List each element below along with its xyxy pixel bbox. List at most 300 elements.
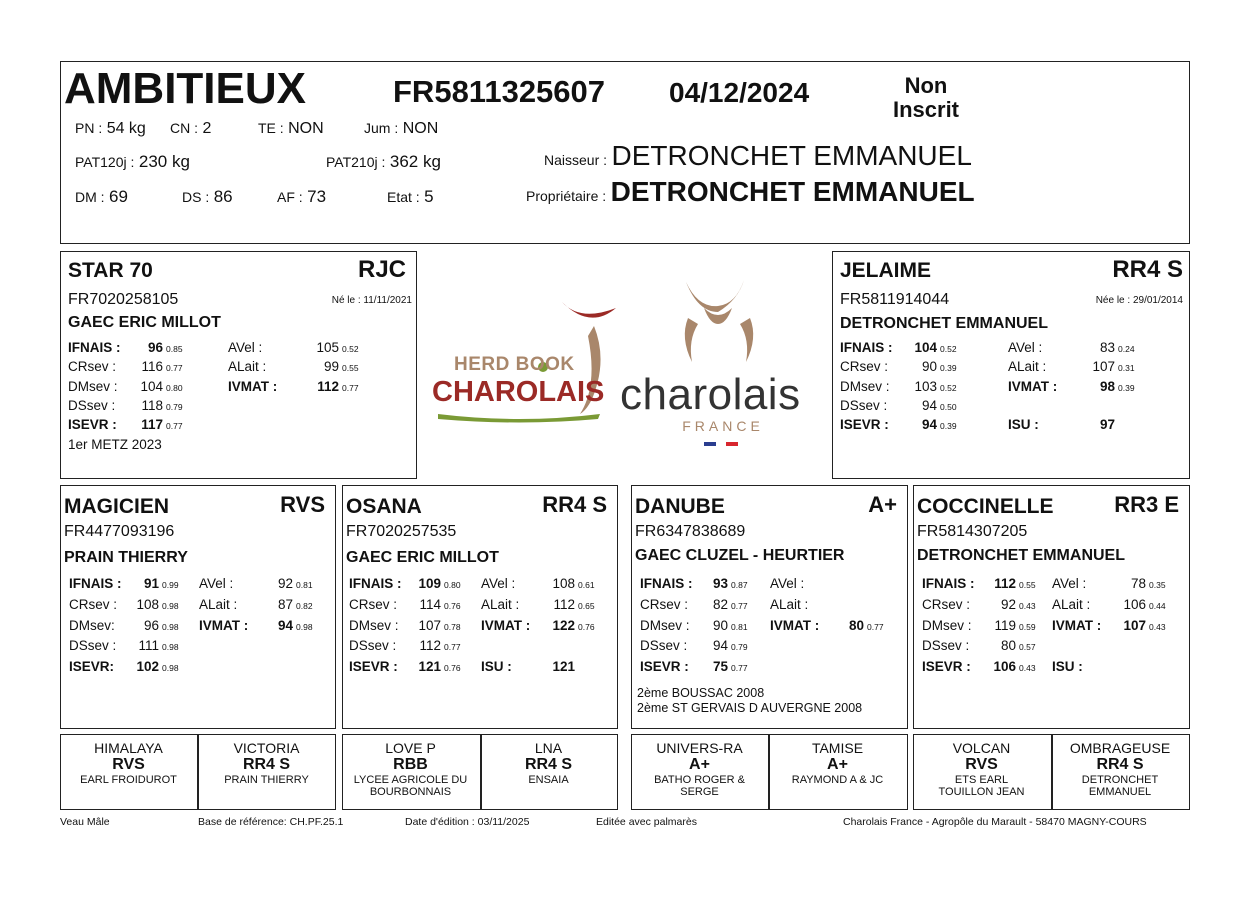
index-label: DSsev : [640, 638, 688, 654]
index-label: DMsev : [840, 378, 890, 394]
index-row [1052, 597, 1166, 612]
index-value: 107 [1092, 359, 1115, 375]
index-label: ALait : [1052, 596, 1091, 612]
index-label: ISU : [1008, 417, 1039, 433]
index-reliability: 0.81 [296, 580, 313, 590]
index-value: 107 [418, 617, 441, 633]
index-label: DMsev : [349, 617, 399, 633]
index-value: 90 [712, 617, 728, 633]
proprietaire-field [526, 176, 975, 208]
index-label: IVMAT : [481, 617, 531, 633]
index-row [840, 359, 957, 374]
index-label: IFNAIS : [69, 576, 122, 591]
index-label: IVMAT : [199, 617, 249, 633]
index-row [1008, 340, 1135, 355]
te-value: NON [288, 120, 324, 137]
index-label: AVel : [228, 340, 263, 355]
index-row [349, 659, 461, 674]
proprietaire-label: Propriétaire : [526, 188, 607, 204]
index-row [68, 398, 183, 413]
gg-name: LNA [534, 740, 563, 756]
index-reliability: 0.98 [162, 642, 179, 653]
gg-qualification: RVS [965, 756, 998, 773]
jum-field [364, 120, 438, 138]
gg-owner: ETS EARL TOUILLON JEAN [938, 774, 1025, 798]
index-reliability: 0.76 [444, 600, 461, 611]
palmares-line: 1er METZ 2023 [68, 437, 162, 452]
index-reliability: 0.52 [940, 344, 957, 354]
index-label: ALait : [481, 596, 520, 612]
footer-address: Charolais France - Agropôle du Marault - 58470 MAGNY-COURS [843, 816, 1147, 828]
index-row [68, 359, 183, 374]
footer-sex: Veau Mâle [60, 816, 110, 828]
animal-name: AMBITIEUX [64, 64, 306, 113]
grandparent-qualification: RR3 E [1114, 492, 1179, 517]
index-label: DSsev : [69, 638, 117, 654]
gg-name: OMBRAGEUSE [1069, 740, 1171, 756]
index-value: 106 [993, 659, 1016, 675]
gg-owner: PRAIN THIERRY [224, 774, 309, 786]
great-grandparent [631, 740, 768, 798]
grandparent-qualification: RR4 S [542, 492, 607, 517]
index-reliability: 0.39 [940, 363, 957, 374]
gg-owner: BATHO ROGER & SERGE [654, 774, 745, 798]
index-reliability: 0.55 [342, 363, 359, 374]
index-label: CRsev : [922, 596, 971, 612]
dam-birth-date: Née le : 29/01/2014 [1095, 295, 1183, 306]
palmares-line: 2ème ST GERVAIS D AUVERGNE 2008 [637, 701, 863, 715]
grandparent-owner: PRAIN THIERRY [64, 549, 188, 566]
index-row [770, 597, 867, 612]
etat-field [387, 187, 434, 207]
index-row [349, 576, 461, 591]
grandparent-owner: GAEC CLUZEL - HEURTIER [635, 547, 845, 564]
index-reliability: 0.39 [940, 421, 957, 432]
index-label: ISU : [481, 659, 512, 675]
grandparent-id: FR6347838689 [635, 523, 746, 540]
sire-name: STAR 70 [68, 259, 153, 282]
index-label: CRsev : [349, 596, 398, 612]
index-value: 121 [552, 659, 575, 675]
index-row [68, 417, 183, 432]
grandparent-indexes [640, 576, 904, 681]
grandparent-id: FR7020257535 [346, 523, 457, 540]
great-grandparent [1051, 740, 1189, 798]
index-value: 108 [136, 596, 159, 612]
ds-label: DS : [182, 189, 210, 205]
index-value: 121 [418, 659, 441, 675]
gg-owner: RAYMOND A & JC [791, 774, 884, 786]
gg-qualification: A+ [827, 756, 848, 773]
index-reliability: 0.77 [731, 663, 748, 674]
index-label: IVMAT : [1008, 378, 1058, 394]
index-value: 78 [1130, 576, 1146, 591]
pn-field [75, 120, 146, 138]
index-label: ISEVR : [840, 417, 889, 433]
index-value: 106 [1123, 596, 1146, 612]
index-label: IVMAT : [228, 378, 278, 394]
grandparent-indexes [69, 576, 331, 681]
index-value: 91 [143, 576, 159, 591]
index-row [840, 379, 957, 394]
great-grandparent [60, 740, 197, 786]
index-reliability: 0.98 [162, 663, 179, 674]
index-reliability: 0.35 [1149, 580, 1166, 590]
index-reliability: 0.77 [867, 621, 884, 632]
index-label: IVMAT : [1052, 617, 1102, 633]
index-value: 108 [552, 576, 575, 591]
index-label: CRsev : [69, 596, 118, 612]
index-value: 116 [141, 359, 163, 375]
index-label: ISEVR : [922, 659, 971, 675]
bull-horns-icon [618, 278, 828, 378]
grandparent-card [913, 485, 1190, 729]
index-label: ISU : [1052, 659, 1083, 675]
index-row [770, 576, 867, 591]
index-row [481, 597, 595, 612]
pat120-field [75, 152, 190, 172]
index-label: IFNAIS : [349, 576, 402, 591]
index-reliability: 0.98 [162, 600, 179, 611]
index-label: DSsev : [68, 397, 116, 413]
pat210-field [326, 152, 441, 172]
dam-qualification: RR4 S [1112, 256, 1183, 283]
index-value: 94 [712, 638, 728, 654]
animal-header-box [60, 61, 1190, 244]
index-label: ALait : [199, 596, 238, 612]
index-row [840, 398, 957, 413]
sire-indexes [68, 340, 408, 440]
index-value: 109 [418, 576, 441, 591]
index-reliability: 0.24 [1118, 344, 1135, 354]
index-reliability: 0.57 [1019, 642, 1036, 653]
index-value: 112 [317, 378, 339, 394]
dm-field [75, 187, 128, 207]
tricolor-flag-icon [704, 442, 740, 446]
index-reliability: 0.52 [342, 344, 359, 354]
index-row [640, 576, 748, 591]
sire-card [60, 251, 417, 479]
index-reliability: 0.77 [342, 382, 359, 393]
index-reliability: 0.52 [940, 382, 957, 393]
france-wordmark: FRANCE [682, 418, 764, 434]
af-value: 73 [307, 187, 327, 206]
cn-value: 2 [202, 120, 212, 137]
index-value: 107 [1123, 617, 1146, 633]
index-reliability: 0.50 [940, 401, 957, 412]
grandparent-card [342, 485, 618, 729]
index-value: 112 [553, 596, 575, 612]
index-reliability: 0.82 [296, 600, 313, 611]
ds-field [182, 187, 233, 207]
index-reliability: 0.77 [731, 600, 748, 611]
index-label: IFNAIS : [640, 576, 693, 591]
dam-card [832, 251, 1190, 479]
index-value: 104 [914, 340, 937, 355]
pat210-value: 362 kg [389, 152, 441, 171]
index-value: 111 [138, 638, 159, 654]
index-reliability: 0.98 [296, 621, 313, 632]
index-row [840, 340, 957, 355]
index-row [199, 576, 313, 591]
gg-name: VICTORIA [233, 740, 300, 756]
index-value: 94 [921, 397, 937, 413]
sire-owner: GAEC ERIC MILLOT [68, 314, 221, 331]
grandparent-id: FR5814307205 [917, 523, 1028, 540]
dam-name: JELAIME [840, 259, 932, 282]
index-row [69, 597, 179, 612]
index-label: DMsev : [68, 378, 118, 394]
dam-id: FR5811914044 [840, 291, 950, 308]
index-reliability: 0.43 [1149, 621, 1166, 632]
status-line-1: Non [904, 73, 948, 98]
pn-value: 54 kg [106, 120, 146, 137]
great-grandparent [480, 740, 617, 786]
naisseur-value: DETRONCHET EMMANUEL [611, 140, 972, 171]
index-value: 80 [1000, 638, 1016, 654]
index-reliability: 0.43 [1019, 600, 1036, 611]
index-reliability: 0.77 [166, 421, 183, 432]
gg-owner: EARL FROIDUROT [80, 774, 177, 786]
index-row [349, 638, 461, 653]
index-row [199, 618, 313, 633]
index-row [481, 659, 578, 674]
grandparent-name: DANUBE [635, 495, 725, 518]
pn-label: PN : [75, 120, 103, 136]
index-row [349, 597, 461, 612]
index-row [349, 618, 461, 633]
dam-owner: DETRONCHET EMMANUEL [840, 315, 1048, 332]
index-reliability: 0.77 [166, 363, 183, 374]
index-row [770, 618, 884, 633]
index-row [1052, 659, 1149, 674]
animal-id: FR5811325607 [393, 74, 606, 109]
index-row [922, 638, 1036, 653]
index-label: CRsev : [640, 596, 689, 612]
gg-owner: ENSAIA [528, 774, 569, 786]
index-label: DMsev : [640, 617, 690, 633]
grandparent-name: MAGICIEN [64, 495, 169, 518]
index-value: 102 [136, 659, 159, 675]
gg-owner: LYCEE AGRICOLE DU BOURBONNAIS [353, 774, 468, 798]
great-grandparent [198, 740, 335, 786]
index-row [922, 576, 1036, 591]
sire-id: FR7020258105 [68, 291, 179, 308]
grandparent-card [631, 485, 908, 729]
index-row [68, 340, 183, 355]
index-row [922, 597, 1036, 612]
cn-label: CN : [170, 120, 198, 136]
index-row [1008, 417, 1118, 432]
index-label: ALait : [228, 359, 267, 375]
index-value: 117 [141, 417, 163, 433]
index-reliability: 0.43 [1019, 663, 1036, 674]
index-row [69, 659, 179, 674]
index-label: AVel : [1008, 340, 1043, 355]
herd-book-logo [430, 296, 620, 426]
gg-name: LOVE P [385, 740, 436, 756]
index-value: 122 [552, 617, 575, 633]
index-row [640, 597, 748, 612]
index-label: AVel : [481, 576, 516, 591]
index-label: ALait : [770, 596, 809, 612]
dm-value: 69 [109, 187, 128, 206]
gg-name: UNIVERS-RA [656, 740, 743, 756]
grandparent-indexes [349, 576, 613, 681]
gg-name: TAMISE [811, 740, 864, 756]
index-row [228, 359, 359, 374]
index-value: 112 [419, 638, 441, 654]
index-row [640, 659, 748, 674]
index-label: DMsev: [69, 617, 115, 633]
index-value: 94 [277, 617, 293, 633]
index-row [922, 659, 1036, 674]
jum-label: Jum : [364, 120, 399, 136]
index-label: ISEVR : [68, 417, 117, 433]
grandparent-indexes [922, 576, 1186, 681]
index-value: 93 [712, 576, 728, 591]
index-label: IFNAIS : [68, 340, 121, 355]
index-reliability: 0.61 [578, 580, 595, 590]
herd-book-text: HERD BOOK [454, 354, 575, 375]
index-row [481, 618, 595, 633]
index-label: DSsev : [349, 638, 397, 654]
index-value: 98 [1099, 378, 1115, 394]
index-value: 92 [277, 576, 293, 591]
index-value: 103 [914, 378, 937, 394]
status-line-2: Inscrit [892, 97, 960, 122]
index-label: IFNAIS : [840, 340, 893, 355]
index-reliability: 0.55 [1019, 580, 1036, 590]
index-value: 83 [1099, 340, 1115, 355]
index-value: 90 [921, 359, 937, 375]
registration-status [881, 74, 971, 122]
great-grandparent [913, 740, 1050, 798]
index-reliability: 0.65 [578, 600, 595, 611]
te-label: TE : [258, 120, 284, 136]
cn-field [170, 120, 211, 138]
dm-label: DM : [75, 189, 105, 205]
pat120-label: PAT120j : [75, 154, 135, 170]
index-label: DSsev : [840, 397, 888, 413]
index-reliability: 0.99 [162, 580, 179, 590]
gg-qualification: A+ [689, 756, 710, 773]
index-value: 92 [1000, 596, 1016, 612]
animal-birth-date: 04/12/2024 [669, 77, 810, 108]
footer-palmares-note: Editée avec palmarès [596, 816, 697, 828]
grandparent-id: FR4477093196 [64, 523, 175, 540]
index-value: 97 [1099, 417, 1115, 433]
index-label: DSsev : [922, 638, 970, 654]
index-reliability: 0.44 [1149, 600, 1166, 611]
pat210-label: PAT210j : [326, 154, 386, 170]
index-row [1008, 359, 1135, 374]
index-row [69, 576, 179, 591]
index-reliability: 0.76 [578, 621, 595, 632]
gg-qualification: RBB [393, 756, 428, 773]
index-row [1052, 638, 1149, 653]
index-row [481, 576, 595, 591]
index-row [840, 417, 957, 432]
index-label: ISEVR : [640, 659, 689, 675]
index-reliability: 0.79 [166, 401, 183, 412]
index-row [69, 638, 179, 653]
dam-indexes [840, 340, 1180, 440]
charolais-text: CHAROLAIS [432, 376, 605, 408]
index-reliability: 0.98 [162, 621, 179, 632]
index-reliability: 0.39 [1118, 382, 1135, 393]
etat-value: 5 [424, 187, 434, 206]
index-row [922, 618, 1036, 633]
index-reliability: 0.80 [444, 580, 461, 590]
index-reliability: 0.87 [731, 580, 748, 590]
gg-owner: DETRONCHET EMMANUEL [1081, 774, 1159, 798]
pat120-value: 230 kg [138, 152, 190, 171]
index-row [1008, 379, 1135, 394]
index-label: CRsev : [68, 359, 117, 375]
te-field [258, 120, 324, 138]
index-value: 99 [323, 359, 339, 375]
index-value: 82 [712, 596, 728, 612]
index-value: 112 [994, 576, 1016, 591]
index-row [640, 618, 748, 633]
palmares-line: 2ème BOUSSAC 2008 [637, 686, 765, 700]
index-reliability: 0.81 [731, 621, 748, 632]
index-row [68, 379, 183, 394]
sire-birth-date: Né le : 11/11/2021 [331, 295, 412, 306]
great-grandparent [342, 740, 479, 798]
index-row [228, 340, 359, 355]
index-label: ISEVR: [69, 659, 115, 675]
gg-name: HIMALAYA [94, 740, 163, 756]
gg-qualification: RR4 S [1096, 756, 1144, 773]
index-label: CRsev : [840, 359, 889, 375]
ds-value: 86 [213, 187, 233, 206]
grandparent-card [60, 485, 336, 729]
index-reliability: 0.85 [166, 344, 183, 354]
index-value: 75 [712, 659, 728, 675]
index-value: 104 [140, 378, 163, 394]
charolais-wordmark: charolais [620, 370, 801, 419]
gg-qualification: RR4 S [242, 756, 291, 773]
index-row [640, 638, 748, 653]
index-reliability: 0.80 [166, 382, 183, 393]
index-row [1052, 576, 1166, 591]
grandparent-owner: DETRONCHET EMMANUEL [917, 547, 1125, 564]
etat-label: Etat : [387, 189, 420, 205]
grandparent-name: COCCINELLE [917, 495, 1054, 518]
sire-qualification: RJC [357, 256, 406, 283]
grandparent-palmares [637, 686, 862, 716]
index-label: AVel : [770, 576, 805, 591]
index-label: AVel : [199, 576, 234, 591]
index-label: IVMAT : [770, 617, 820, 633]
footer-base: Base de référence: CH.PF.25.1 [198, 816, 344, 828]
gg-name: VOLCAN [952, 740, 1011, 756]
jum-value: NON [402, 120, 439, 137]
index-reliability: 0.79 [731, 642, 748, 653]
index-reliability: 0.59 [1019, 621, 1036, 632]
grandparent-qualification: RVS [280, 492, 325, 517]
index-label: AVel : [1052, 576, 1087, 591]
grandparent-name: OSANA [346, 495, 422, 518]
index-label: ISEVR : [349, 659, 398, 675]
index-value: 87 [277, 596, 293, 612]
grandparent-owner: GAEC ERIC MILLOT [346, 549, 499, 566]
index-value: 80 [848, 617, 864, 633]
index-row [199, 597, 313, 612]
index-value: 119 [994, 617, 1016, 633]
